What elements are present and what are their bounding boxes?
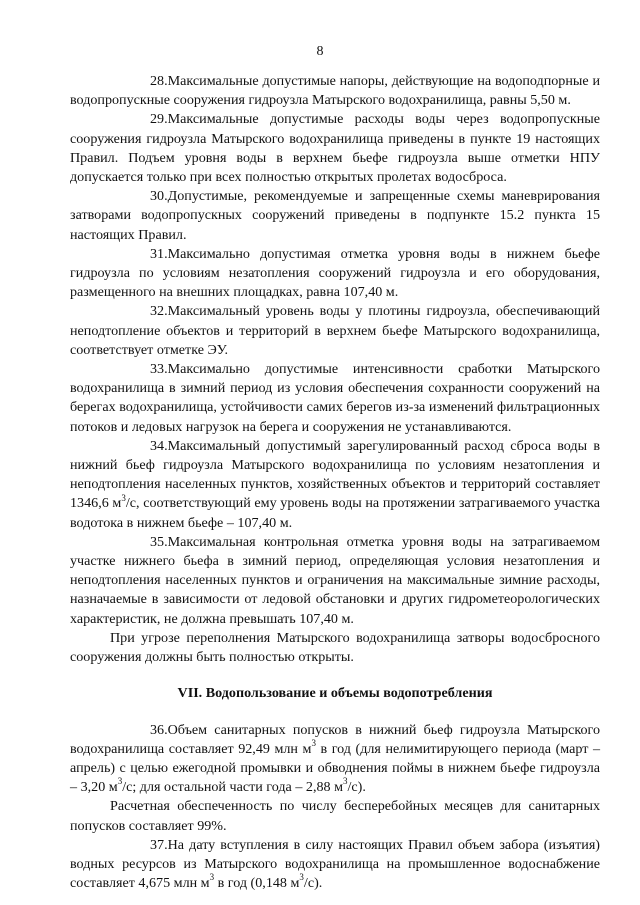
paragraph-text: Максимальный допустимый зарегулированный расход сброса воды в нижний бьеф гидроузла Матырского водохранилища по условиям незатопления и неподтопления населенных пунктов, хозяйственных объектов и территорий составляет 1346,6 м xyxy=(70,437,600,512)
paragraph-number: 28. xyxy=(150,73,168,89)
paragraph-number: 31. xyxy=(150,245,168,262)
section-heading: VII. Водопользование и объемы водопотребления xyxy=(177,685,493,702)
paragraph-number: 37. xyxy=(150,836,168,853)
paragraph-number: 30. xyxy=(150,188,168,205)
paragraph-text: Максимально допустимые интенсивности сработки Матырского водохранилища в зимний период из условия обеспечения сохранности сооружений на берегах водохранилища, устойчивости самих берегов из-за изменений фильтрационных потоков и ледовых нагрузок на берега и сооружения не устанавливаются. xyxy=(70,361,600,435)
superscript: 3 xyxy=(299,872,304,883)
superscript: 3 xyxy=(311,738,316,749)
paragraph-text: /с). xyxy=(303,875,323,892)
paragraph-30 xyxy=(70,187,600,245)
paragraph-text: в год (0,148 м xyxy=(214,875,300,892)
paragraph-29 xyxy=(70,110,600,187)
paragraph-text: Максимальная контрольная отметка уровня воды на затрагиваемом участке нижнего бьефа в зимний период, определяющая условия незатопления и неподтопления населенных пунктов и ограничения на максимальные зимние расходы, назначаемые в зависимости от ледовой обстановки и других гидрометеорологических характеристик, не должна превышать 107,40 м. xyxy=(70,533,600,627)
paragraph-34 xyxy=(70,437,600,533)
superscript: 3 xyxy=(117,776,123,787)
page-number: 8 xyxy=(316,44,324,59)
paragraph-text: /с). xyxy=(347,779,366,796)
paragraph-text: Максимальный уровень воды у плотины гидроузла, обеспечивающий неподтопление объектов и территорий в верхнем бьефе Матырского водохранилища, соответствует отметке ЭУ. xyxy=(70,303,600,358)
spacer xyxy=(70,667,600,684)
paragraph-text: Допустимые, рекомендуемые и запрещенные схемы маневрирования затворами водопропускных сооружений приведены в подпункте 15.2 пункта 15 настоящих Правил. xyxy=(70,188,600,243)
paragraph-number: 35. xyxy=(150,533,168,550)
paragraph-number: 34. xyxy=(150,437,168,454)
paragraph-text: Объем санитарных попусков в нижний бьеф гидроузла Матырского водохранилища составляет 92,49 млн м xyxy=(70,721,600,757)
paragraph-text: Максимальные допустимые напоры, действующие на водоподпорные и водопропускные сооружения гидроузла Матырского водохранилища, равны 5,50 м. xyxy=(70,73,600,109)
paragraph-31 xyxy=(70,245,600,303)
paragraph-number: 36. xyxy=(150,721,168,738)
paragraph-sanitary-security: Расчетная обеспеченность по числу бесперебойных месяцев для санитарных попусков составляет 99%. xyxy=(70,798,600,834)
paragraph-32 xyxy=(70,302,600,360)
paragraph-number: 29. xyxy=(150,111,168,128)
paragraph-number: 32. xyxy=(150,303,168,320)
paragraph-35 xyxy=(70,533,600,629)
paragraph-28 xyxy=(70,72,600,110)
paragraph-text: На дату вступления в силу настоящих Правил объем забора (изъятия) водных ресурсов из Матырского водохранилища на промышленное водоснабжение составляет 4,675 млн м xyxy=(70,836,600,892)
paragraph-text: /с; для остальной части года – 2,88 м xyxy=(122,779,344,796)
superscript: 3 xyxy=(121,492,126,503)
paragraph-37 xyxy=(70,836,600,894)
paragraph-overflow-threat: При угрозе переполнения Матырского водохранилища затворы водосбросного сооружения должны быть полностью открыты. xyxy=(70,629,600,666)
paragraph-number: 33. xyxy=(150,361,168,378)
superscript: 3 xyxy=(343,776,348,787)
document-body xyxy=(70,72,600,893)
paragraph-text: в год (для нелимитирующего периода (март – апрель) с целью ежегодной промывки и обводнения поймы в нижнем бьефе гидроузла – 3,20 м xyxy=(70,740,601,796)
superscript: 3 xyxy=(209,872,215,883)
spacer xyxy=(70,704,600,721)
paragraph-text: /с, соответствующий ему уровень воды на протяжении затрагиваемого участка водотока в нижнем бьефе – 107,40 м. xyxy=(70,495,601,531)
paragraph-36 xyxy=(70,721,600,798)
paragraph-33 xyxy=(70,360,600,437)
paragraph-text: Максимальные допустимые расходы воды через водопропускные сооружения гидроузла Матырского водохранилища приведены в пункте 19 настоящих Правил. Подъем уровня воды в верхнем бьефе гидроузла выше отметки НПУ допускается только при всех полностью открытых пролетах водосброса. xyxy=(70,111,600,186)
paragraph-text: Максимально допустимая отметка уровня воды в нижнем бьефе гидроузла по условиям незатопления сооружений гидроузла и его оборудования, размещенного на внешних площадках, равна 107,40 м. xyxy=(70,245,600,301)
